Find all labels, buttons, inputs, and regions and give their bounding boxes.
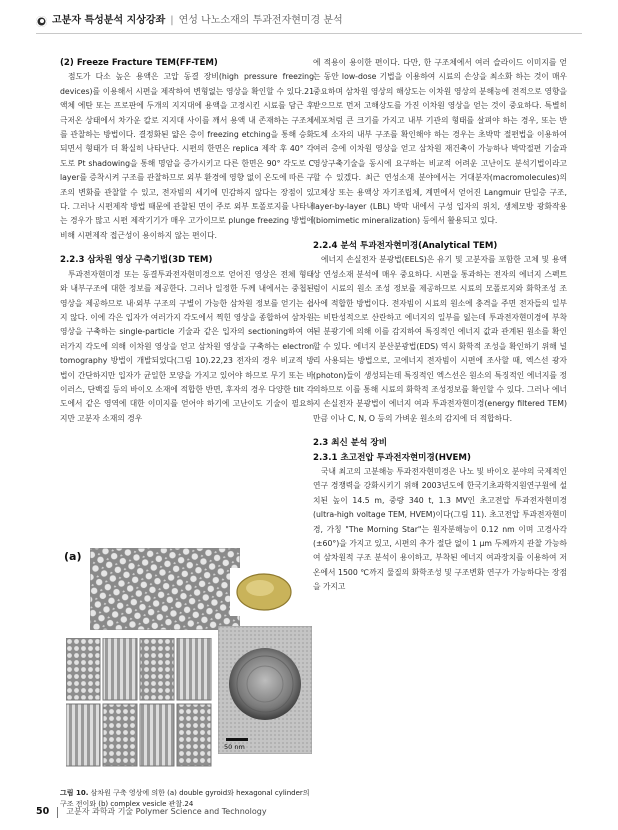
caption-label: 그림 10. [60, 789, 89, 797]
page-footer [36, 806, 267, 818]
header-topic: 연성 나노소재의 투과전자현미경 분석 [178, 15, 343, 26]
paragraph-3d-tem-continued: 에 적용이 용이한 편이다. 다만, 한 구조체에서 여러 슬라이드 이미지를 얻는 동안 low-dose 기법을 이용하여 시료의 손상을 최소화 하는 것이 매우 중요하며 삼차원 영상의 해상도는 이차원 영상의 분해능에 전적으로 영향을 받으므로 먼저 고해상도를 가진 이차원 영상을 얻는 것이 중요하다. 특별히 세포처럼 큰 크기를 가지고 내부 기관의 형태를 살펴야 하는 경우, 또는 반도체 소자의 내부 구조를 확인해야 하는 경우는 초박막 절편법을 이용하여 여러 층에 이차원 영상을 얻고 삼차원 재건축이 가능하나 박막절편 기술과 영상구축기술을 동시에 요구하는 비교적 어려운 고난이도 분석기법이라고 할 수 있겠다. 최근 연성소재 분야에서는 거대분자(macromolecules)의 고체상 또는 용액상 자기조립체, 계면에서 얻어진 Langmuir 단일층 구조, layer-by-layer (LBL) 박막 내에서 구성 입자의 위치, 생체모방 광화작용(biomimetic mineralization) 등에서 활용되고 있다. [313, 58, 567, 226]
left-column [60, 56, 314, 426]
header-series: 고분자 특성분석 지상강좌 [52, 15, 166, 26]
paragraph-3d-tem: 투과전자현미경 또는 동결투과전자현미경으로 얻어진 영상은 전체 형태와 내부구조에 대한 정보를 제공한다. 그러나 일정한 두께 내에서는 중첩된 영상을 제공하므로 내·외부 구조의 구별이 가능한 삼차원 정보를 얻기는 쉽지 않다. 이에 각은 입자가 여러가지 각도에서 찍힌 영상을 종합하여 삼차원 영상을 구축하는 single-particle 기술과 같은 입자의 sectioning하여 여러가지 각도에 의해 이차원 영상을 얻고 삼차원 영상을 구축하는 electron tomography 방법이 개발되었다(그림 10).22,23 전자의 경우 비교적 방법이 간단하지만 입자가 균일한 모양을 가지고 있어야 하므로 무기 또는 바이러스, 단백질 등의 바이오 소재에 적합한 반면, 후자의 경우 다양한 tilt 각도에서 같은 영역에 대한 이미지를 얻어야 하기에 고난이도 기술이 필요하지만 고분자 소재의 경우 [60, 269, 314, 423]
section-title-analytical-tem: 2.2.4 분석 투과전자현미경(Analytical TEM) [313, 240, 498, 251]
figure-label-a: (a) [64, 550, 82, 563]
paragraph-hvem: 국내 최고의 고분해능 투과전자현미경은 나노 및 바이오 분야의 국제적인 연구 경쟁력을 강화시키기 위해 2003년도에 한국기초과학지원연구원에 설치된 높이 14.5 m, 중량 340 t, 1.3 MV인 초고전압 투과전자현미경(ultra-high voltage TEM, HVEM)이다(그림 11). 초고전압 투과전자현미경, 가칭 "The Morning Star"는 원자분해능이 0.12 nm 이며 고경사각(±60°)을 가지고 있고, 시편의 추가 절단 없이 1 μm 두께까지 관찰 가능하여 삼차원적 구조 분석이 용이하고, 부착된 에너지 여과장치를 이용하여 저온에서 1500 ℃까지 물질의 화학조성 및 구조변화 연구가 가능하다는 장점을 가지고 [313, 466, 567, 592]
running-header [36, 12, 343, 30]
section-title-hvem: 2.3.1 초고전압 투과전자현미경(HVEM) [313, 452, 471, 463]
panel-b-tem-micrograph [218, 626, 312, 754]
journal-title: 고분자 과학과 기술 Polymer Science and Technology [66, 807, 267, 816]
header-rule [36, 33, 582, 34]
figure-10 [60, 544, 314, 782]
footer-divider [57, 807, 58, 818]
panel-a-hexagonal-tiles [66, 638, 214, 768]
gear-icon [36, 16, 47, 27]
caption-text: 삼차원 구축 영상에 의한 (a) double gyroid와 hexagonal cylinder의 구조 전이와 (b) complex vesicle 관찰.24 [60, 789, 310, 808]
section-title-latest-equipment: 2.3 최신 분석 장비 [313, 438, 388, 449]
paragraph-ff-tem: 점도가 다소 높은 용액은 고압 동결 장비(high pressure freezing devices)를 이용해서 시편을 제작하여 변형없는 영상을 확인할 수 있다.21 액체 에탄 또는 프로판에 두개의 지지대에 용액을 고정시킨 시료를 담근 후 극저온 상태에서 차가운 칼로 지지대 사이를 깨서 용액 내 존재하는 구조체를 관찰하는 방법이다. 결정화된 얇은 층이 freezing etching을 통해 승화되면서 형태가 더 확실히 나타난다. 시편의 한면은 replica 제작 후 40° 각도로 Pt shadowing을 통해 명암을 증가시키고 다른 한면은 90° 각도로 C layer를 증착시켜 구조를 관찰하므로 외부 환경에 영향 없이 온도에 따른 구조의 변화를 관찰할 수 있고, 전자빔의 세기에 민감하지 않다는 장점이 있다. 그러나 시편제작 방법 때문에 관찰된 면이 주로 외부 토폴로지를 나타내는 경우가 많고 시편 제작기기가 매우 고가이므로 plunge freezing 방법에 비해 시편제작 접근성이 용이하지 않는 편이다. [60, 72, 314, 240]
panel-a-gyroid-image [90, 548, 240, 630]
paragraph-analytical-tem: 에너지 손실전자 분광법(EELS)은 유기 및 고분자를 포함한 고체 및 용액상 연성소재 분석에 매우 중요하다. 시편을 통과하는 전자의 에너지 스펙트럼이 시료의 원소 조성 정보를 제공하므로 시료의 모폴로지와 화학조성 조사에 적합한 방법이다. 전자빔이 시료의 원소에 충격을 주면 전자들의 일부는 비탄성적으로 산란하고 에너지의 일부를 잃는데 투과전자현미경에 부착된 분광기에 의해 이를 감지하여 특징적인 에너지 값과 관계된 원소를 확인할 수 있다. 에너지 분산분광법(EDS) 역시 화학적 조성을 확인하기 위해 널리 사용되는 방법으로, 고에너지 전자빔이 시편에 조사할 때, 엑스선 광자(photon)들이 생성되는데 특징적인 엑스선은 원소의 특징적인 에너지를 정의하므로 이를 통해 시료의 화학적 조성정보를 확인할 수 있다. 그러나 에너지 손실전자 분광법이 에너지 여과 투과전자현미경(energy filtered TEM) 만큼 이나 C, N, O 등의 가벼운 원소의 감지에 더 적합하다. [313, 255, 567, 423]
page-number: 50 [36, 806, 50, 817]
section-title-3d-tem: 2.2.3 삼차원 영상 구축기법(3D TEM) [60, 255, 213, 266]
right-column [313, 56, 567, 595]
section-title-ff-tem: (2) Freeze Fracture TEM(FF-TEM) [60, 58, 218, 68]
header-separator: | [170, 15, 174, 26]
scale-bar-label: 50 nm [224, 743, 245, 751]
panel-b-vesicle-render [230, 568, 298, 616]
